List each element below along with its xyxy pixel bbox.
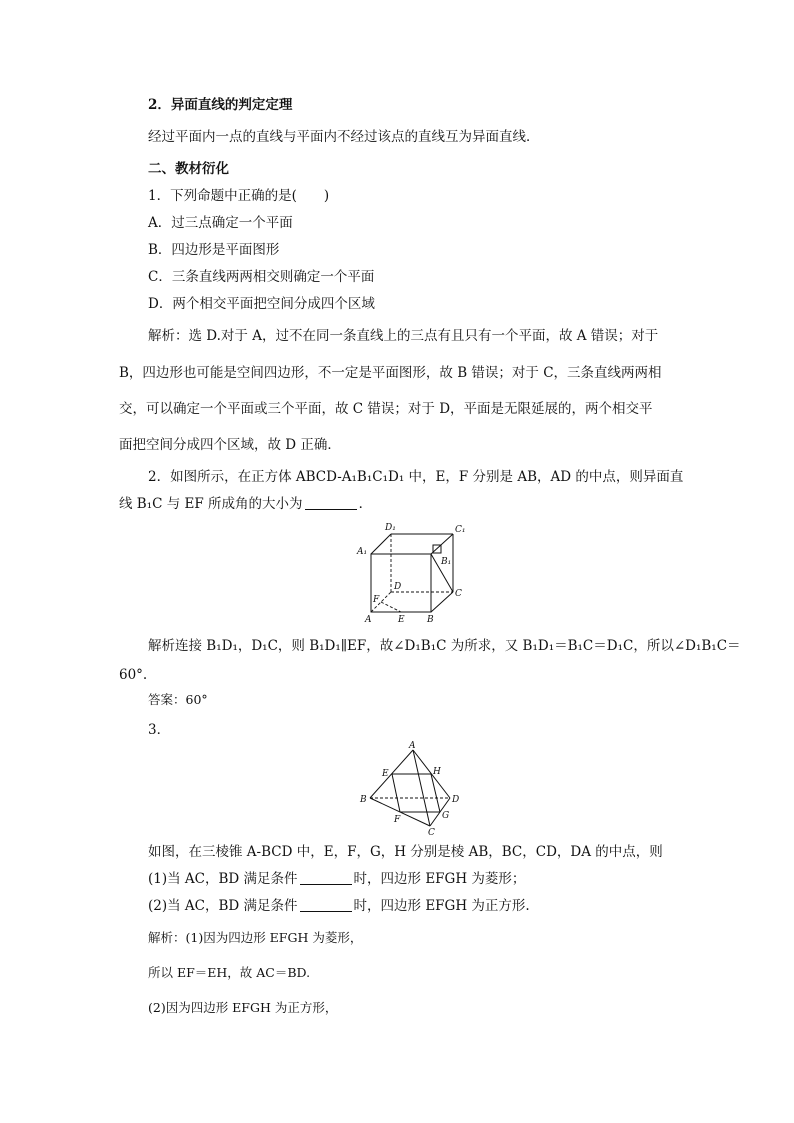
answer-blank [300, 870, 352, 885]
q2-stem-line1: 2．如图所示，在正方体 ABCD-A₁B₁C₁D₁ 中，E，F 分别是 AB，AD 的中点，则异面直 [148, 469, 684, 485]
q3-part1 [148, 869, 794, 889]
label-b1: B₁ [441, 557, 452, 567]
label-c1: C₁ [455, 525, 466, 535]
q3-analysis-line1: 解析：(1)因为四边形 EFGH 为菱形， [148, 930, 363, 945]
label-b: B [427, 615, 434, 625]
q2-stem-line2 [119, 494, 794, 514]
q3-part2 [148, 896, 794, 916]
q1-analysis-line: 面把空间分成四个区域，故 D 正确． [119, 437, 341, 453]
q2-stem-end: ． [358, 496, 373, 512]
label-e: E [398, 615, 405, 625]
label-a: A [365, 615, 372, 625]
label-h: H [433, 767, 441, 777]
q1-option-d: D．两个相交平面把空间分成四个区域 [148, 296, 375, 312]
tetrahedron-figure [358, 740, 468, 836]
q3-stem: 如图，在三棱锥 A-BCD 中，E，F，G，H 分别是棱 AB，BC，CD，DA 的中点，则 [148, 844, 663, 860]
q3-part2-text: (2)当 AC，BD 满足条件 [148, 898, 298, 914]
label-d1: D₁ [385, 523, 396, 533]
label-a1: A₁ [357, 547, 368, 557]
cube-figure [355, 518, 475, 626]
q2-stem-text: 线 B₁C 与 EF 所成角的大小为 [119, 496, 303, 512]
q3-part1-text: (1)当 AC，BD 满足条件 [148, 871, 298, 887]
label-c: C [455, 589, 462, 599]
label-e: E [382, 769, 389, 779]
q2-answer: 答案：60° [148, 692, 208, 707]
section-heading: 二、教材衍化 [148, 161, 229, 177]
q1-stem: 1．下列命题中正确的是( ) [148, 188, 330, 204]
label-a: A [409, 741, 416, 751]
q3-part1-end: 时，四边形 EFGH 为菱形； [353, 871, 526, 887]
q1-analysis-line: B，四边形也可能是空间四边形，不一定是平面图形，故 B 错误；对于 C，三条直线两两相 [119, 365, 662, 381]
q2-analysis-line2: 60°. [119, 667, 148, 683]
q3-number: 3． [148, 722, 171, 738]
label-f: F [394, 815, 401, 825]
q2-analysis-line1: 解析连接 B₁D₁，D₁C，则 B₁D₁∥EF，故∠D₁B₁C 为所求，又 B₁D₁＝B₁C＝D₁C，所以∠D₁B₁C＝ [148, 638, 741, 654]
label-c: C [428, 828, 435, 836]
q1-option-c: C．三条直线两两相交则确定一个平面 [148, 269, 375, 285]
theorem-text: 经过平面内一点的直线与平面内不经过该点的直线互为异面直线． [148, 129, 540, 145]
label-b: B [360, 795, 367, 805]
label-d: D [452, 795, 460, 805]
label-g: G [442, 811, 450, 821]
q3-analysis-line2: 所以 EF＝EH，故 AC＝BD. [148, 965, 311, 980]
label-d: D [394, 582, 402, 592]
q3-analysis-line3: (2)因为四边形 EFGH 为正方形， [148, 1000, 338, 1015]
q1-analysis-line: 解析：选 D.对于 A，过不在同一条直线上的三点有且只有一个平面，故 A 错误；对于 [148, 328, 659, 344]
q1-option-a: A．过三点确定一个平面 [148, 215, 293, 231]
q1-analysis-line: 交，可以确定一个平面或三个平面，故 C 错误；对于 D，平面是无限延展的，两个相交平 [119, 401, 653, 417]
answer-blank [300, 897, 352, 912]
answer-blank [305, 495, 357, 510]
q3-part2-end: 时，四边形 EFGH 为正方形. [353, 898, 530, 914]
q1-option-b: B．四边形是平面图形 [148, 242, 280, 258]
label-f: F [373, 595, 380, 605]
heading-theorem: 2．异面直线的判定定理 [148, 97, 293, 113]
